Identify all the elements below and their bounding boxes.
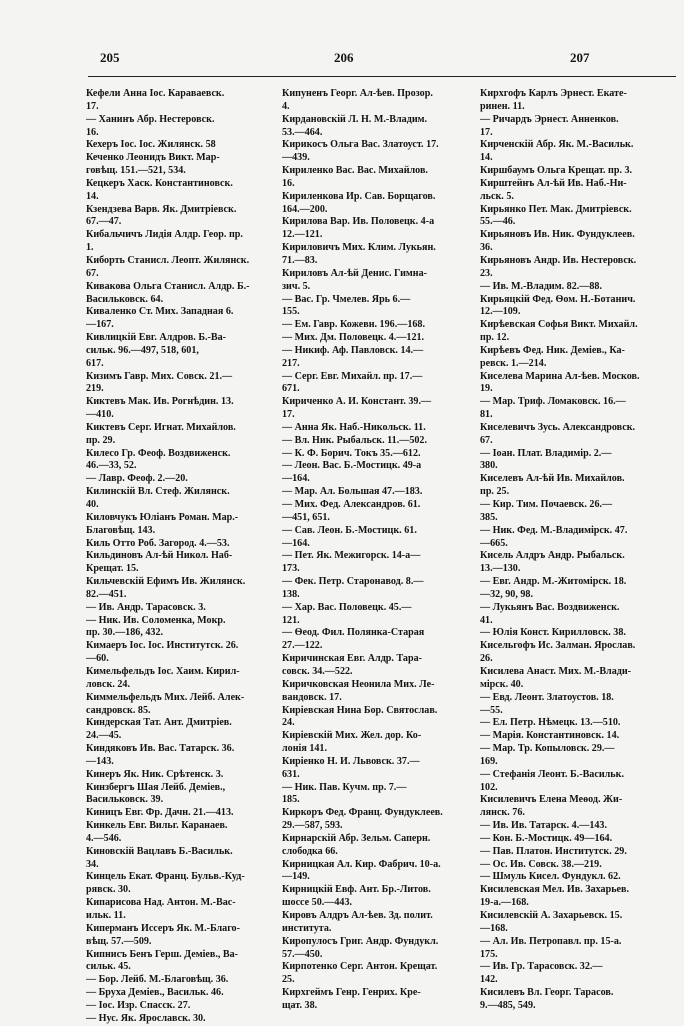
directory-line: — Ив. Андр. Тарасовск. 3.: [86, 601, 206, 613]
directory-line: сильк. 96.—497, 518, 601,: [86, 344, 199, 356]
directory-line: лянск. 76.: [480, 807, 525, 819]
directory-line: — Кир. Тим. Почаевск. 26.—: [480, 499, 613, 510]
directory-line: 46.—33, 52.: [86, 460, 137, 472]
directory-line: Кисель Алдръ Андр. Рыбальск.: [480, 550, 625, 562]
directory-line: ильк. 11.: [86, 910, 126, 921]
directory-line: — Ос. Ив. Совск. 38.—219.: [480, 858, 602, 870]
directory-line: Кильдиновъ Ал-ѣй Никол. Наб-: [86, 550, 233, 562]
directory-line: 9.—485, 549.: [480, 999, 536, 1011]
directory-line: —149.: [282, 871, 310, 883]
directory-line: 13.—130.: [480, 563, 521, 575]
directory-line: Киричинская Евг. Алдр. Тара-: [282, 653, 423, 665]
directory-line: зич. 5.: [282, 280, 311, 292]
directory-line: — Стефанія Леонт. Б.-Васильк.: [480, 768, 624, 780]
directory-line: 71.—83.: [282, 254, 318, 266]
directory-line: 16.: [86, 126, 99, 138]
directory-line: 12.—109.: [480, 306, 521, 318]
directory-line: — Ел. Петр. Нѣмецк. 13.—510.: [480, 717, 621, 729]
directory-line: 175.: [480, 948, 498, 960]
directory-line: Кехеръ Іос. Іос. Жилянск. 58: [86, 139, 216, 151]
directory-line: Кильчевскій Ефимъ Ив. Жилянск.: [86, 576, 246, 588]
directory-line: Кирпотенко Серг. Антон. Крещат.: [282, 961, 438, 973]
directory-line: 4.: [282, 100, 290, 112]
directory-line: вѣщ. 57.—509.: [86, 935, 152, 947]
directory-line: Кириленко Вас. Вас. Михайлов.: [282, 165, 428, 177]
directory-line: Кирьяновъ Ив. Ник. Фундуклеев.: [480, 229, 635, 241]
directory-line: 24.—45.: [86, 730, 122, 742]
directory-line: Киборть Станисл. Леопт. Жилянск.: [86, 254, 250, 266]
directory-line: Кзендзева Варв. Як. Дмитріевск.: [86, 203, 237, 215]
directory-line: Киріенко Н. И. Львовск. 37.—: [282, 755, 420, 767]
directory-line: мірск. 40.: [480, 678, 524, 690]
directory-line: Киктевъ Серг. Игнат. Михайлов.: [86, 421, 236, 433]
directory-line: —168.: [480, 922, 508, 934]
page-header: [0, 50, 684, 72]
column-middle: [282, 88, 462, 1013]
directory-line: —451, 651.: [282, 511, 330, 523]
directory-line: 81.: [480, 409, 493, 421]
directory-line: Килинскій Вл. Стеф. Жилянск.: [86, 486, 230, 498]
directory-line: — Никиф. Аф. Павловск. 14.—: [282, 344, 424, 356]
directory-line: Кирнарскій Абр. Зельм. Саперн.: [282, 832, 431, 844]
directory-line: — Мар. Ал. Большая 47.—183.: [282, 486, 423, 498]
directory-line: пр. 12.: [480, 332, 510, 344]
directory-line: 164.—200.: [282, 203, 328, 215]
directory-line: — Хар. Вас. Половецк. 45.—: [282, 601, 412, 613]
directory-line: Васильковск. 39.: [86, 794, 164, 806]
directory-line: Кипарисова Над. Антон. М.-Вас-: [86, 897, 236, 909]
directory-line: льск. 5.: [480, 190, 514, 202]
directory-line: — Евд. Леонт. Златоустов. 18.: [480, 691, 614, 703]
directory-line: — Шмуль Кисел. Фундукл. 62.: [480, 871, 621, 883]
directory-line: — Бруха Деміев., Васильк. 46.: [86, 987, 224, 999]
directory-line: 4.—546.: [86, 832, 122, 844]
directory-line: рявск. 30.: [86, 884, 131, 896]
directory-line: Кирницкая Ал. Кир. Фабрич. 10-а.: [282, 858, 441, 870]
directory-line: Кинеръ Як. Ник. Срѣтенск. 3.: [86, 768, 224, 780]
directory-line: 155.: [282, 306, 300, 318]
directory-line: 40.: [86, 499, 99, 510]
directory-line: —410.: [86, 409, 114, 421]
directory-line: —55.: [480, 704, 503, 716]
directory-line: — Фек. Петр. Старонавод. 8.—: [282, 576, 424, 588]
directory-line: —143.: [86, 755, 114, 767]
directory-line: сандровск. 85.: [86, 704, 151, 716]
directory-line: Киріевскій Мих. Жел. дор. Ко-: [282, 730, 422, 742]
directory-line: 142.: [480, 974, 498, 986]
directory-line: Кирхгеймъ Генр. Генрих. Кре-: [282, 987, 421, 999]
directory-line: Киселевъ Ал-ѣй Ив. Михайлов.: [480, 473, 625, 485]
directory-line: — Вл. Ник. Рыбальск. 11.—502.: [282, 434, 427, 446]
directory-line: Васильковск. 64.: [86, 293, 164, 305]
directory-line: — Мар. Тр. Копыловск. 29.—: [480, 743, 615, 755]
directory-line: Киркоръ Фед. Франц. Фундуклеев.: [282, 807, 443, 819]
directory-line: 14.: [86, 190, 99, 202]
directory-line: 14.: [480, 152, 493, 164]
directory-line: 25.: [282, 974, 295, 986]
directory-line: Киселева Марина Ал-ѣев. Москов.: [480, 370, 640, 382]
directory-line: говѣщ. 151.—521, 534.: [86, 165, 186, 177]
directory-line: Кисилевичъ Елена Меѳод. Жи-: [480, 794, 623, 806]
directory-line: Киршбаумъ Ольга Крещат. пр. 3.: [480, 165, 633, 177]
directory-line: Кириленкова Ир. Сав. Борщагов.: [282, 190, 436, 202]
directory-line: Киперманъ Иссеръ Як. М.-Благо-: [86, 922, 240, 934]
directory-line: шоссе 50.—443.: [282, 897, 353, 909]
directory-line: — Лукьянъ Вас. Воздвиженск.: [480, 601, 620, 613]
directory-line: Кисельгофъ Ис. Залман. Ярослав.: [480, 640, 636, 652]
directory-line: — Ник. Фед. М.-Владимірск. 47.: [480, 524, 628, 536]
directory-line: — Марія. Константиновск. 14.: [480, 730, 620, 742]
directory-line: Кипуненъ Георг. Ал-ѣев. Прозор.: [282, 88, 433, 99]
directory-line: 138.: [282, 588, 300, 600]
directory-line: Киселевичъ Зусь. Александровск.: [480, 421, 636, 433]
directory-line: Кирштейнъ Ал-ѣй Ив. Наб.-Ни-: [480, 177, 627, 189]
directory-line: Киницъ Евг. Фр. Дачн. 21.—413.: [86, 807, 234, 819]
directory-line: Кирѣевская Софья Викт. Михайл.: [480, 319, 638, 331]
directory-line: 55.—46.: [480, 216, 516, 228]
directory-line: 385.: [480, 511, 498, 523]
directory-line: ревск. 1.—214.: [480, 357, 547, 369]
directory-line: — Мар. Триф. Ломаковск. 16.—: [480, 396, 626, 408]
directory-line: — Евг. Андр. М.-Житомірск. 18.: [480, 576, 627, 588]
directory-line: 185.: [282, 794, 300, 806]
directory-line: вандовск. 17.: [282, 691, 342, 703]
directory-line: — Сав. Леон. Б.-Мостицк. 61.: [282, 524, 417, 536]
directory-line: — Нус. Як. Ярославск. 30.: [86, 1012, 206, 1024]
directory-line: Киктевъ Мак. Ив. Рогнѣдин. 13.: [86, 396, 234, 408]
directory-line: — Іос. Изр. Спасск. 27.: [86, 999, 191, 1011]
page-number-center: 206: [334, 50, 354, 65]
directory-line: лонія 141.: [282, 743, 327, 755]
directory-line: Кирницкій Евф. Ант. Бр.-Литов.: [282, 884, 431, 896]
directory-line: 173.: [282, 563, 300, 575]
directory-line: ловск. 24.: [86, 678, 130, 690]
directory-line: Кирхгофъ Карлъ Эрнест. Екате-: [480, 88, 627, 99]
directory-line: —439.: [282, 152, 310, 164]
directory-line: 29.—587, 593.: [282, 820, 343, 832]
directory-line: — Мих. Фед. Александров. 61.: [282, 499, 421, 510]
directory-line: — Серг. Евг. Михайл. пр. 17.—: [282, 370, 423, 382]
directory-line: Кинцель Екат. Франц. Бульв.-Куд-: [86, 871, 245, 883]
directory-line: 19-а.—168.: [480, 897, 529, 909]
directory-line: 169.: [480, 755, 498, 767]
directory-line: — Ив. М.-Владим. 82.—88.: [480, 280, 602, 292]
directory-line: — Леон. Вас. Б.-Мостицк. 49-а: [282, 460, 422, 472]
directory-line: Киль Отто Роб. Загород. 4.—53.: [86, 537, 230, 549]
directory-line: Крещат. 15.: [86, 563, 139, 575]
directory-line: 34.: [86, 858, 99, 870]
directory-line: Кирилова Вар. Ив. Половецк. 4-а: [282, 216, 435, 228]
directory-line: 67.: [86, 267, 99, 279]
directory-line: пр. 30.—186, 432.: [86, 627, 164, 639]
directory-line: Киричковская Неонила Мих. Ле-: [282, 678, 435, 690]
page-number-right: 207: [570, 50, 590, 65]
directory-line: Кирикосъ Ольга Вас. Златоуст. 17.: [282, 139, 439, 151]
directory-line: Киндерская Тат. Ант. Дмитріев.: [86, 717, 232, 729]
directory-line: — Ричардъ Эрнест. Анненков.: [480, 113, 619, 125]
directory-line: 36.: [480, 242, 493, 254]
directory-line: 27.—122.: [282, 640, 323, 652]
directory-line: 17.: [86, 100, 99, 112]
directory-line: — Ив. Ив. Татарск. 4.—143.: [480, 820, 607, 832]
directory-line: 671.: [282, 383, 300, 395]
directory-line: 121.: [282, 614, 300, 626]
directory-line: 17.: [282, 409, 295, 421]
directory-line: Кинзбергъ Шая Лейб. Деміев.,: [86, 781, 226, 793]
directory-line: 102.: [480, 781, 498, 793]
directory-line: Кинкель Евг. Вильг. Каранаев.: [86, 820, 228, 832]
directory-line: ринен. 11.: [480, 100, 525, 112]
directory-line: Киловчукъ Юліанъ Роман. Мар.-: [86, 511, 239, 523]
directory-line: — Пет. Як. Межигорск. 14-а—: [282, 550, 421, 562]
directory-line: Кирѣевъ Фед. Ник. Деміев., Ка-: [480, 344, 625, 356]
header-rule: [88, 76, 676, 77]
directory-line: — Пав. Платон. Институтск. 29.: [480, 845, 627, 857]
directory-line: Кирьяновъ Андр. Ив. Нестеровск.: [480, 254, 637, 266]
directory-line: —32, 90, 98.: [480, 588, 533, 600]
directory-line: — Ив. Гр. Тарасовск. 32.—: [480, 961, 603, 973]
directory-line: — К. Ф. Борич. Токъ 35.—612.: [282, 447, 421, 459]
directory-line: института.: [282, 922, 332, 934]
directory-line: Киндяковъ Ив. Вас. Татарск. 36.: [86, 743, 235, 755]
directory-line: — Ал. Ив. Петропавл. пр. 15-а.: [480, 935, 622, 947]
directory-line: — Ем. Гавр. Кожевн. 196.—168.: [282, 319, 425, 331]
directory-line: Кириловъ Ал-ѣй Денис. Гимна-: [282, 267, 427, 279]
directory-line: — Кон. Б.-Мостицк. 49—164.: [480, 832, 613, 844]
directory-line: 631.: [282, 768, 300, 780]
directory-line: Кивлицкій Евг. Алдров. Б.-Ва-: [86, 332, 227, 344]
directory-line: Кисилевская Мел. Ив. Захарьев.: [480, 884, 629, 896]
directory-line: Киновскій Вацлавъ Б.-Васильк.: [86, 845, 233, 857]
directory-line: 57.—450.: [282, 948, 323, 960]
directory-line: 16.: [282, 177, 295, 189]
directory-line: слободка 66.: [282, 845, 338, 857]
directory-line: — Ханинъ Абр. Нестеровск.: [86, 113, 215, 125]
directory-line: 67.—47.: [86, 216, 122, 228]
directory-line: Кисилева Анаст. Мих. М.-Влади-: [480, 665, 632, 677]
directory-line: Благовѣщ. 143.: [86, 524, 156, 536]
directory-line: Кефели Анна Іос. Караваевск.: [86, 88, 225, 99]
directory-line: 67.: [480, 434, 493, 446]
column-left: [86, 88, 266, 1026]
directory-line: Кисилевскій А. Захарьевск. 15.: [480, 910, 623, 921]
directory-line: сильк. 45.: [86, 961, 131, 973]
directory-line: Килесо Гр. Феоф. Воздвиженск.: [86, 447, 231, 459]
directory-line: Кимаеръ Іос. Іос. Институтск. 26.: [86, 640, 239, 652]
directory-line: Кириловичъ Мих. Клим. Лукьян.: [282, 242, 436, 254]
directory-line: пр. 25.: [480, 486, 510, 498]
directory-line: 219.: [86, 383, 104, 395]
directory-line: Кировъ Алдръ Ал-ѣев. Зд. полит.: [282, 910, 433, 921]
directory-line: Киваленко Ст. Мих. Западная 6.: [86, 306, 234, 318]
directory-line: Киропулосъ Григ. Андр. Фундукл.: [282, 935, 439, 947]
directory-line: —167.: [86, 319, 114, 331]
directory-line: Кирьяцкій Фед. Ѳом. Н.-Ботанич.: [480, 293, 636, 305]
directory-line: совск. 34.—522.: [282, 665, 353, 677]
directory-line: 23.: [480, 267, 493, 279]
directory-line: щат. 38.: [282, 999, 318, 1011]
directory-line: 82.—451.: [86, 588, 127, 600]
directory-line: — Вас. Гр. Чмелев. Ярь 6.—: [282, 293, 411, 305]
directory-line: Кисилевъ Вл. Георг. Тарасов.: [480, 987, 614, 999]
directory-line: 26.: [480, 653, 493, 665]
directory-line: Кириченко А. И. Констант. 39.—: [282, 396, 432, 408]
directory-line: Кецкеръ Хаск. Константиновск.: [86, 177, 233, 189]
directory-line: — Мих. Дм. Половецк. 4.—121.: [282, 332, 425, 344]
directory-line: Кирченскій Абр. Як. М.-Васильк.: [480, 139, 634, 151]
directory-line: — Ник. Ив. Соломенка, Мокр.: [86, 614, 226, 626]
directory-line: Кизимъ Гавр. Мих. Совск. 21.—: [86, 370, 233, 382]
page-number-left: 205: [100, 50, 120, 65]
directory-line: 12.—121.: [282, 229, 323, 241]
directory-line: 17.: [480, 126, 493, 138]
directory-line: 24.: [282, 717, 295, 729]
directory-line: —60.: [86, 653, 109, 665]
directory-line: Киммельфельдъ Мих. Лейб. Алек-: [86, 691, 245, 703]
directory-line: Кеченко Леонидъ Викт. Мар-: [86, 152, 220, 164]
directory-line: 1.: [86, 242, 94, 254]
directory-line: — Лавр. Феоф. 2.—20.: [86, 473, 188, 485]
directory-line: — Іоан. Плат. Владимір. 2.—: [480, 447, 612, 459]
directory-line: Киріевская Нина Бор. Святослав.: [282, 704, 438, 716]
directory-line: — Ник. Пав. Кучм. пр. 7.—: [282, 781, 407, 793]
directory-line: —164.: [282, 473, 310, 485]
directory-line: 53.—464.: [282, 126, 323, 138]
directory-line: —164.: [282, 537, 310, 549]
directory-line: Кирдановскій Л. Н. М.-Владим.: [282, 113, 428, 125]
directory-line: — Юлія Конст. Кирилловск. 38.: [480, 627, 626, 639]
directory-line: —665.: [480, 537, 508, 549]
directory-line: Кивакова Ольга Станисл. Алдр. Б.-: [86, 280, 250, 292]
directory-line: — Анна Як. Наб.-Никольск. 11.: [282, 421, 426, 433]
directory-line: 217.: [282, 357, 300, 369]
column-right: [480, 88, 680, 1013]
directory-line: Кимельфельдъ Іос. Хаим. Кирил-: [86, 665, 240, 677]
directory-line: пр. 29.: [86, 434, 116, 446]
directory-line: — Бор. Лейб. М.-Благовѣщ. 36.: [86, 974, 229, 986]
directory-line: 380.: [480, 460, 498, 472]
directory-line: Кибальчичъ Лидія Алдр. Геор. пр.: [86, 229, 243, 241]
directory-line: Кипнисъ Бенъ Герш. Деміев., Ва-: [86, 948, 239, 960]
directory-line: 617.: [86, 357, 104, 369]
directory-line: 41.: [480, 614, 493, 626]
directory-line: 19.: [480, 383, 493, 395]
directory-line: — Ѳеод. Фил. Полянка-Старая: [282, 627, 425, 639]
directory-line: Кирьянко Пет. Мак. Дмитріевск.: [480, 203, 632, 215]
